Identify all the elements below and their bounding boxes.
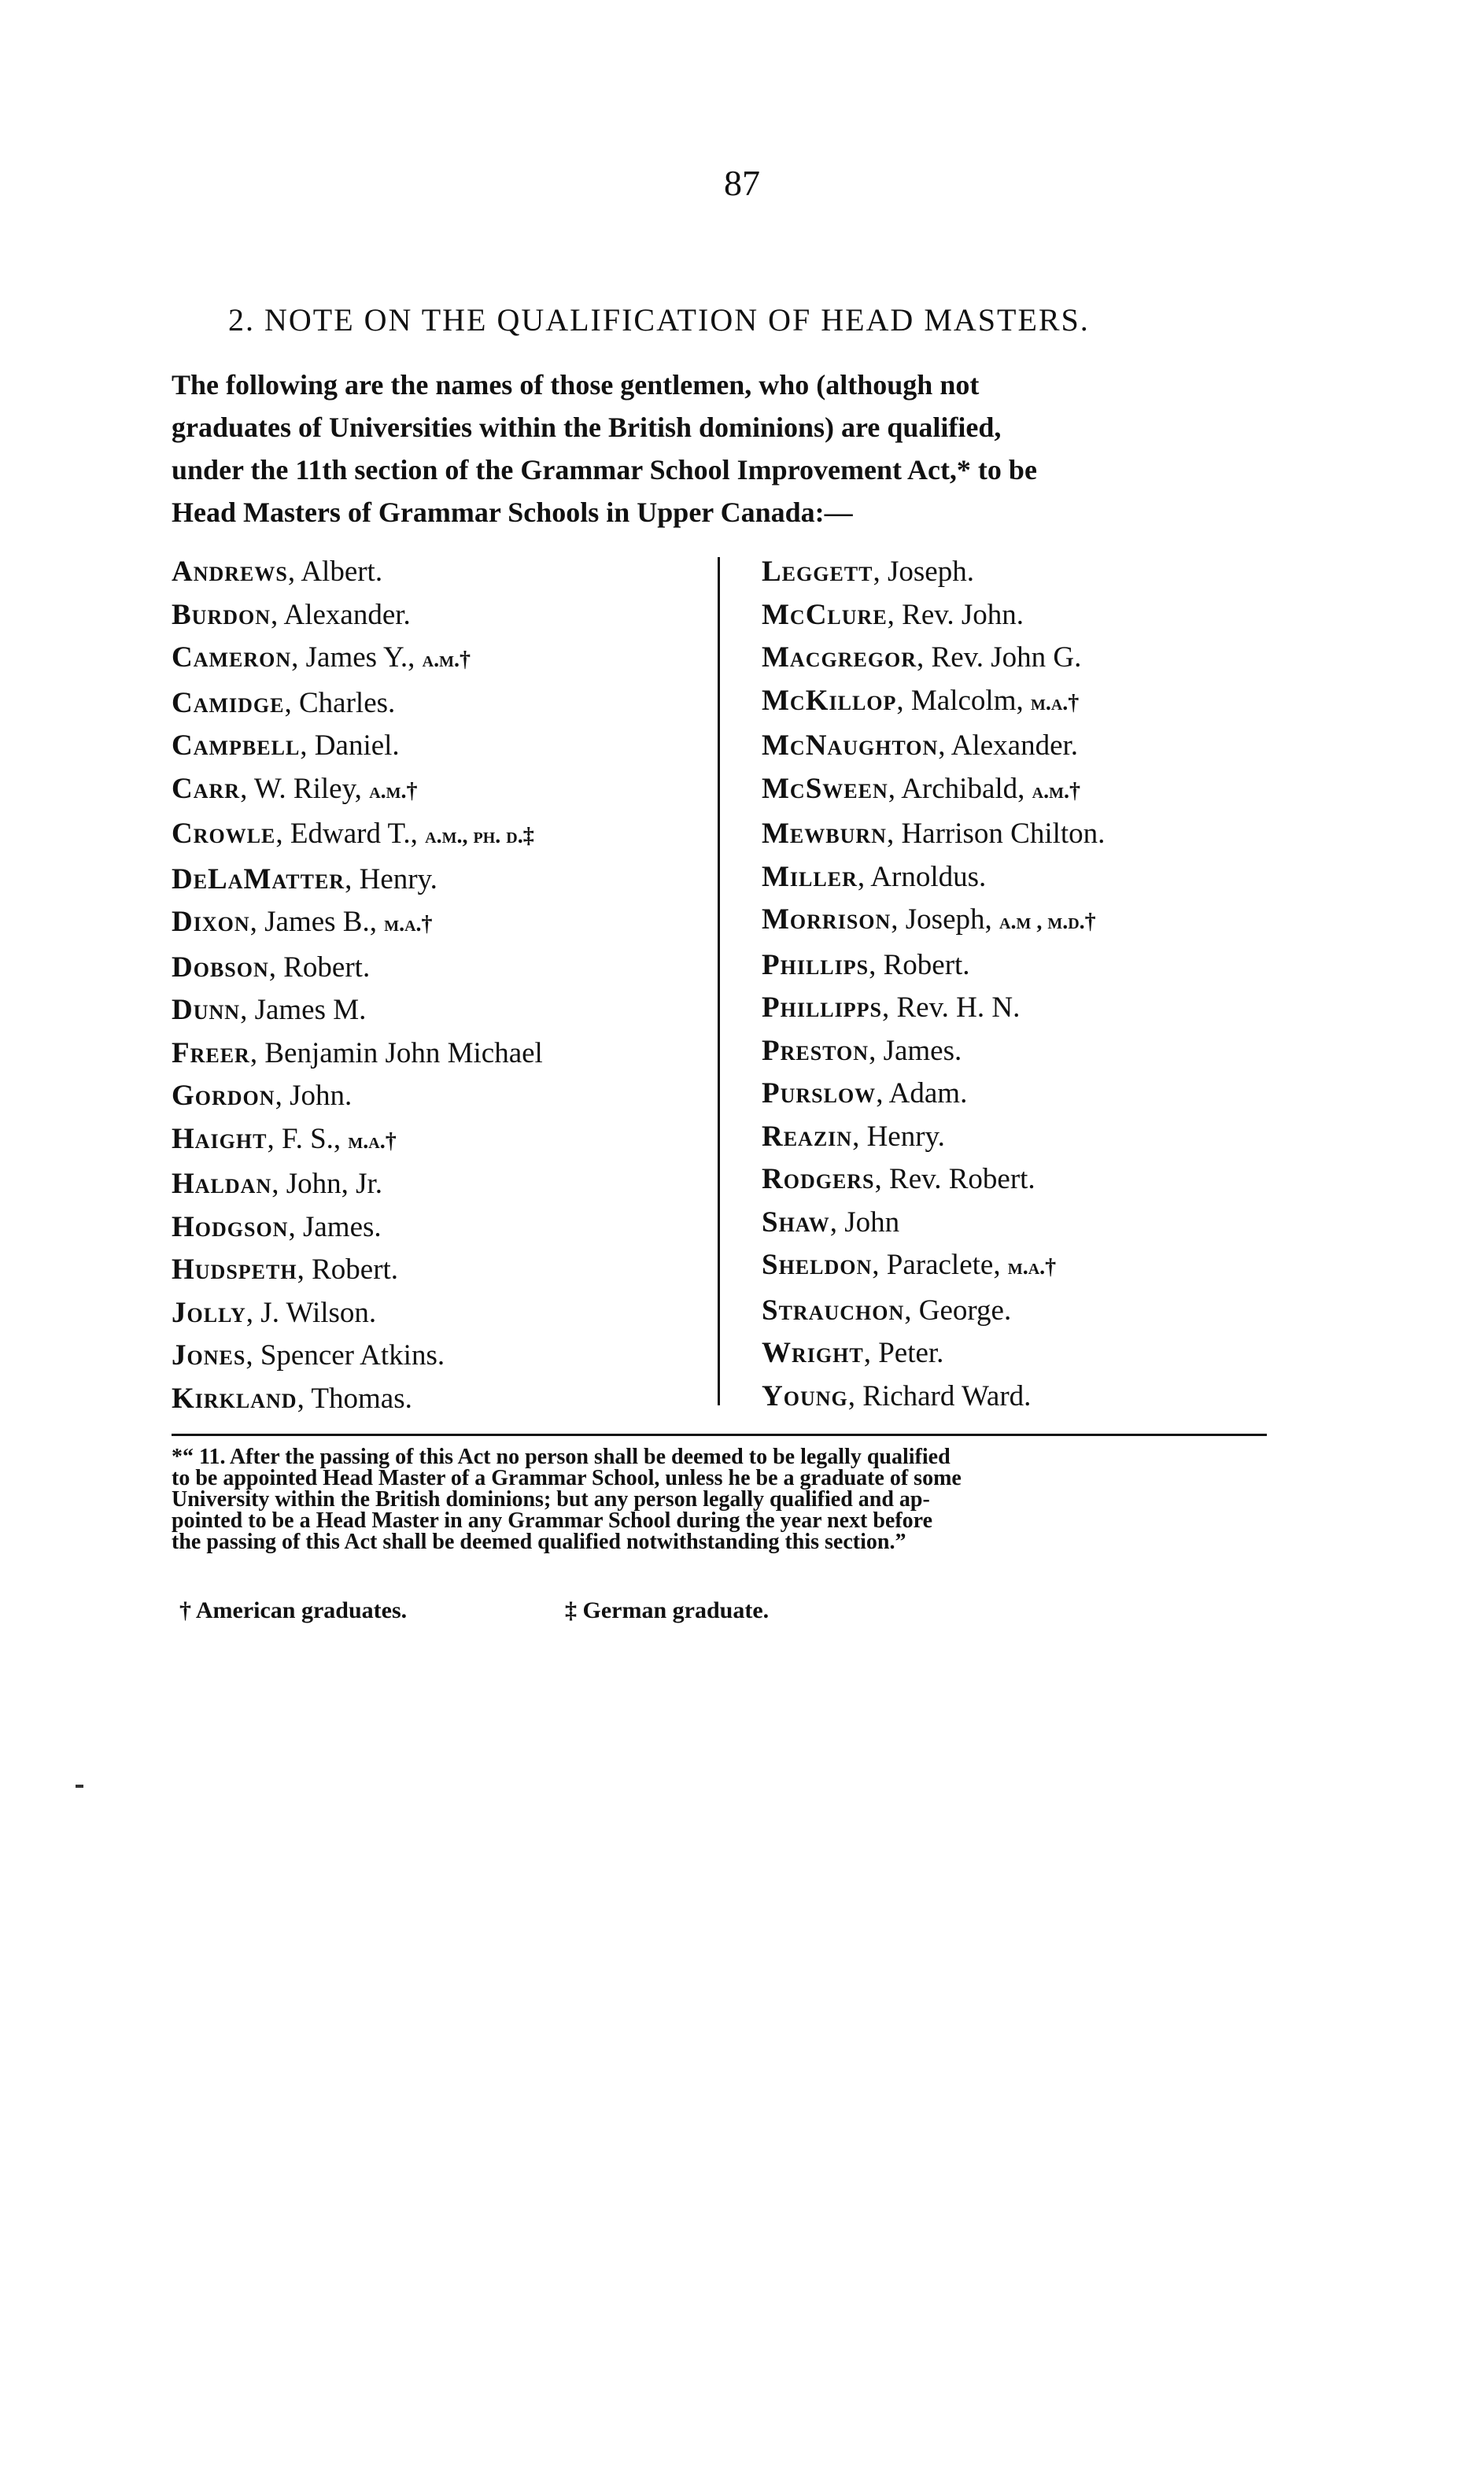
entry-given-name: , Joseph. [873,556,974,588]
name-entry [172,637,543,682]
entry-given-name: , Robert. [268,951,371,984]
section-heading: 2. NOTE ON THE QUALIFICATION OF HEAD MASTERS. [228,302,1090,338]
name-entry [172,813,543,858]
name-entry [762,1073,1105,1116]
entry-surname: Mewburn [762,818,887,850]
name-entry [762,1158,1105,1202]
entry-given-name: , Adam. [876,1077,968,1109]
entry-surname: Crowle [172,818,276,850]
entry-given-name: , James B., [249,906,385,938]
name-entry [762,725,1105,768]
name-entry [172,1206,543,1250]
name-entry [762,1332,1105,1375]
entry-given-name: , Alexander. [271,598,411,631]
entry-surname: Freer [172,1036,250,1069]
american-graduates-note: † American graduates. [179,1597,408,1623]
name-entry [762,1290,1105,1333]
entry-given-name: , Joseph, [891,903,1000,936]
entry-given-name: , Charles. [284,686,396,719]
entry-surname: Camidge [172,686,285,719]
entry-given-name: , George. [904,1294,1012,1327]
name-entry [762,768,1105,814]
name-entry [172,1292,543,1335]
footnote-line: University within the British dominions; but any person legally qualified and ap- [172,1487,930,1512]
name-entry [762,813,1105,856]
entry-surname: Macgregor [762,641,917,674]
entry-degree: m.a.† [348,1128,397,1154]
entry-given-name: , Daniel. [300,729,400,762]
name-entry [762,1116,1105,1159]
name-entry [172,594,543,637]
entry-given-name: , Benjamin John Michael [249,1036,543,1069]
entry-given-name: , W. Riley, [240,772,370,805]
name-entry [172,682,543,725]
name-entry [172,725,543,768]
name-entry [172,1032,543,1076]
entry-given-name: , Rev. John. [887,598,1024,631]
entry-surname: Leggett [762,556,873,588]
name-entry [172,1249,543,1292]
entry-given-name: , Harrison Chilton. [886,818,1106,850]
entry-given-name: , J. Wilson. [245,1296,377,1329]
footnote [172,1446,1267,1553]
name-entry [172,1118,543,1164]
entry-degree: m.a.† [1007,1255,1057,1279]
entry-given-name: , Robert. [869,948,970,981]
footnote-line: to be appointed Head Master of a Grammar School, unless he be a graduate of some [172,1466,962,1490]
entry-surname: Jolly [172,1296,246,1329]
entry-surname: McClure [762,598,888,631]
entry-given-name: , James M. [240,994,367,1026]
name-entry [172,858,543,902]
names-right-column [762,551,1105,1418]
entry-given-name: , Rev. H. N. [881,991,1021,1024]
entry-surname: Hodgson [172,1210,289,1243]
entry-given-name: , Spencer Atkins. [245,1339,445,1372]
name-entry [172,989,543,1032]
entry-surname: McKillop [762,684,897,717]
entry-surname: Andrews [172,556,288,588]
intro-line: under the 11th section of the Grammar School Improvement Act,* to be [172,454,1037,486]
entry-surname: Reazin [762,1120,853,1153]
entry-surname: Jones [172,1339,246,1372]
entry-given-name: , Albert. [287,556,383,588]
entry-surname: Strauchon [762,1294,905,1327]
name-entry [762,944,1105,988]
entry-given-name: , James. [288,1210,382,1243]
entry-surname: Wright [762,1337,864,1369]
name-entry [172,768,543,814]
stray-ink-mark [76,1785,83,1788]
entry-surname: Morrison [762,903,892,936]
entry-given-name: , Henry. [852,1120,945,1153]
entry-surname: Burdon [172,598,271,631]
name-entry [172,1335,543,1378]
entry-surname: Dunn [172,994,241,1026]
entry-given-name: , Peter. [863,1337,944,1369]
page-number: 87 [724,163,760,203]
column-divider [718,557,720,1405]
intro-line: The following are the names of those gentlemen, who (although not [172,369,980,401]
name-entry [762,1202,1105,1245]
entry-surname: Preston [762,1034,869,1067]
entry-surname: Kirkland [172,1382,297,1415]
name-entry [762,637,1105,680]
name-entry [172,1378,543,1421]
entry-given-name: , John, Jr. [271,1168,383,1200]
entry-surname: Haldan [172,1168,272,1200]
entry-surname: Sheldon [762,1249,873,1281]
entry-given-name: , John. [275,1080,353,1112]
entry-given-name: , Alexander. [938,729,1079,762]
footnote-line: *“ 11. After the passing of this Act no person shall be deemed to be legally qualified [172,1445,951,1469]
entry-given-name: , Thomas. [297,1382,412,1415]
entry-given-name: , Edward T., [275,818,426,850]
name-entry [762,899,1105,944]
entry-degree: a.m., ph. d.‡ [425,824,534,848]
entry-degree: a.m.† [369,778,418,803]
entry-given-name: , Archibald, [888,772,1032,805]
entry-given-name: , James. [869,1034,962,1067]
entry-surname: Haight [172,1122,268,1155]
entry-degree: m.a.† [384,912,433,936]
entry-degree: a.m.† [1032,778,1080,803]
entry-surname: Campbell [172,729,301,762]
entry-given-name: , Henry. [345,862,437,895]
name-entry [762,1030,1105,1073]
name-entry [762,1375,1105,1419]
entry-surname: Gordon [172,1080,275,1112]
intro-line: Head Masters of Grammar Schools in Upper Canada:— [172,497,853,528]
german-graduate-note: ‡ German graduate. [565,1597,770,1623]
name-entry [172,947,543,990]
entry-given-name: , Malcolm, [896,684,1031,717]
name-entry [762,551,1105,594]
names-left-column [172,551,543,1420]
entry-surname: Young [762,1379,848,1412]
entry-surname: Dixon [172,906,250,938]
entry-surname: Dobson [172,951,269,984]
entry-surname: Shaw [762,1205,830,1239]
entry-surname: Cameron [172,641,292,674]
entry-given-name: , James Y., [291,641,423,674]
entry-surname: McSween [762,772,888,805]
entry-given-name: , F. S., [267,1122,349,1155]
intro-line: graduates of Universities within the British dominions) are qualified, [172,412,1002,443]
name-entry [172,1163,543,1206]
entry-given-name: , Arnoldus. [857,860,987,893]
entry-surname: McNaughton [762,729,939,762]
entry-degree: a.m.† [422,648,471,672]
entry-surname: Phillipps [762,991,882,1024]
entry-given-name: , John [829,1205,900,1239]
name-entry [762,856,1105,899]
entry-surname: Phillips [762,948,869,981]
entry-given-name: , Rev. Robert. [874,1163,1035,1195]
entry-surname: Hudspeth [172,1253,297,1286]
entry-given-name: , Rev. John G. [917,641,1082,674]
entry-surname: Carr [172,772,241,805]
entry-surname: Miller [762,860,858,893]
entry-surname: Purslow [762,1077,877,1109]
footnote-line: pointed to be a Head Master in any Grammar School during the year next before [172,1508,932,1533]
entry-given-name: , Robert. [297,1253,399,1286]
name-entry [762,987,1105,1030]
name-entry [172,1075,543,1118]
intro-paragraph [172,364,1267,534]
footnote-line: the passing of this Act shall be deemed qualified notwithstanding this section.” [172,1530,906,1554]
entry-given-name: , Richard Ward. [847,1379,1032,1412]
entry-degree: m.a.† [1030,690,1080,715]
entry-surname: Rodgers [762,1163,875,1195]
entry-surname: DeLaMatter [172,862,345,895]
entry-given-name: , Paraclete, [872,1249,1008,1281]
name-entry [172,901,543,947]
name-entry [172,551,543,594]
name-entry [762,594,1105,637]
entry-degree: a.m , m.d.† [999,910,1096,934]
name-entry [762,680,1105,725]
name-entry [762,1244,1105,1290]
footnote-rule [172,1434,1267,1436]
